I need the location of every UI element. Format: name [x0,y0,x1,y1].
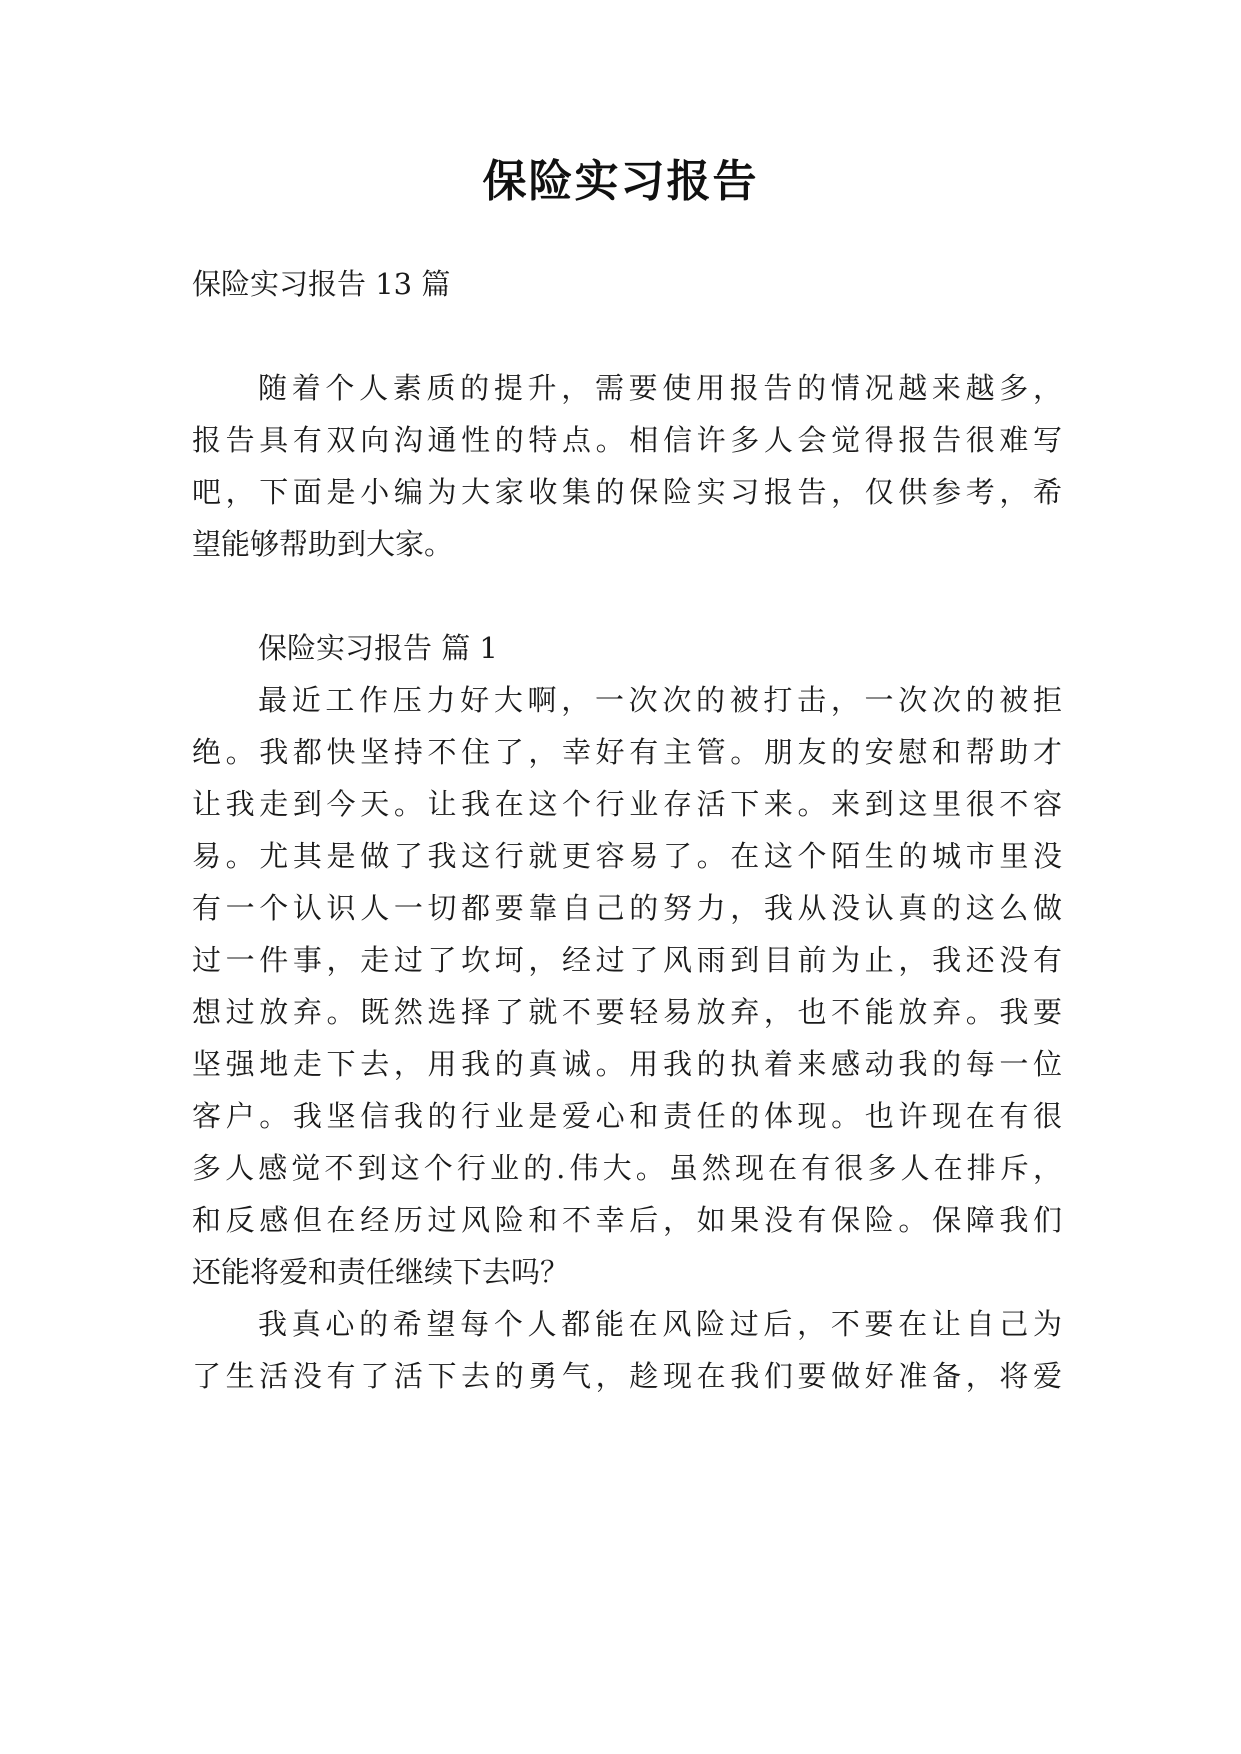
paragraph1-line-6: 过一件事，走过了坎坷，经过了风雨到目前为止，我还没有 [192,943,1062,977]
intro-line-3: 吧，下面是小编为大家收集的保险实习报告，仅供参考，希 [192,475,1062,509]
paragraph1-line-3: 让我走到今天。让我在这个行业存活下来。来到这里很不容 [192,787,1062,821]
document-title: 保险实习报告 [482,156,759,207]
paragraph1-line-9: 客户。我坚信我的行业是爱心和责任的体现。也许现在有很 [192,1099,1062,1133]
paragraph1-line-12: 还能将爱和责任继续下去吗？ [192,1255,570,1289]
paragraph1-line-2: 绝。我都快坚持不住了，幸好有主管。朋友的安慰和帮助才 [192,735,1062,769]
paragraph1-line-10: 多人感觉不到这个行业的.伟大。虽然现在有很多人在排斥， [192,1151,1062,1185]
paragraph1-line-5: 有一个认识人一切都要靠自己的努力，我从没认真的这么做 [192,891,1062,925]
section-heading: 保险实习报告 篇 1 [258,631,498,665]
paragraph1-line-7: 想过放弃。既然选择了就不要轻易放弃，也不能放弃。我要 [192,995,1062,1029]
paragraph1-line-8: 坚强地走下去，用我的真诚。用我的执着来感动我的每一位 [192,1047,1062,1081]
paragraph1-line-4: 易。尤其是做了我这行就更容易了。在这个陌生的城市里没 [192,839,1062,873]
paragraph2-line-2: 了生活没有了活下去的勇气，趁现在我们要做好准备，将爱 [192,1359,1062,1393]
intro-line-4: 望能够帮助到大家。 [192,527,454,561]
paragraph1-line-1: 最近工作压力好大啊，一次次的被打击，一次次的被拒 [258,683,1062,717]
intro-line-2: 报告具有双向沟通性的特点。相信许多人会觉得报告很难写 [192,423,1062,457]
intro-line-1: 随着个人素质的提升，需要使用报告的情况越来越多， [258,371,1062,405]
document-subtitle: 保险实习报告 13 篇 [192,267,451,301]
paragraph1-line-11: 和反感但在经历过风险和不幸后，如果没有保险。保障我们 [192,1203,1062,1237]
paragraph2-line-1: 我真心的希望每个人都能在风险过后，不要在让自己为 [258,1307,1062,1341]
